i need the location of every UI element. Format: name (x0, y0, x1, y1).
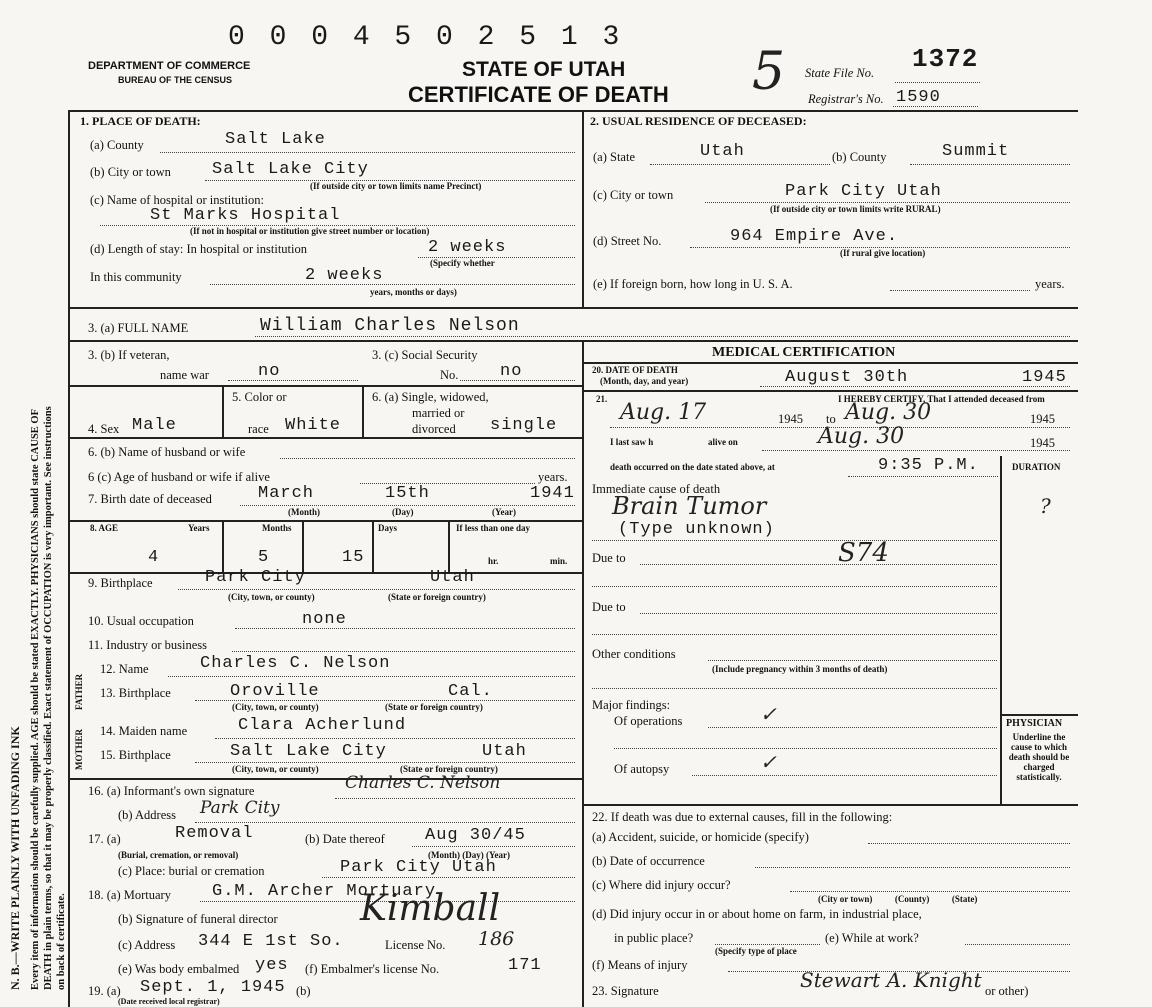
mother-bp-note-2: (State or foreign country) (400, 764, 498, 774)
mortuary-address-label: (c) Address (118, 938, 176, 952)
res-state-label: (a) State (593, 150, 635, 164)
hospital-value: St Marks Hospital (150, 206, 341, 225)
county-label: (a) County (90, 138, 144, 152)
operations-label: Of operations (614, 714, 683, 728)
res-city-note: (If outside city or town limits write RURAL) (770, 204, 941, 214)
ss-label-2: No. (440, 368, 459, 382)
external-f: (f) Means of injury (592, 958, 688, 972)
ss-label: 3. (c) Social Security (372, 348, 478, 362)
birthplace-label: 9. Birthplace (88, 576, 153, 590)
director-label: (b) Signature of funeral director (118, 912, 278, 926)
due-to-2-label: Due to (592, 600, 626, 614)
external-a: (a) Accident, suicide, or homicide (specify) (592, 830, 809, 844)
mother-tag: MOTHER (74, 728, 84, 770)
embalmed-label: (e) Was body embalmed (118, 962, 240, 976)
embalmer-label: (f) Embalmer's license No. (305, 962, 440, 976)
age-months: 5 (258, 548, 270, 567)
burial-place-label: (c) Place: burial or cremation (118, 864, 265, 878)
occurred-label: death occurred on the date stated above, at (610, 462, 775, 472)
father-birthplace-state: Cal. (448, 682, 493, 701)
instructions-line-1: Every item of information should be carefully supplied. AGE should be stated EXACTLY. PHYSICIANS should state CAUSE OF (30, 409, 41, 990)
external-d2-note: (Specify type of place (715, 946, 797, 956)
industry-label: 11. Industry or business (88, 638, 207, 652)
city-label: (b) City or town (90, 165, 171, 179)
father-birthplace-city: Oroville (230, 682, 320, 701)
license-number: 186 (478, 928, 515, 950)
hospital-label: (c) Name of hospital or institution: (90, 193, 264, 207)
city-value: Salt Lake City (212, 160, 369, 179)
last-saw-label-2: alive on (708, 437, 738, 447)
father-name-label: 12. Name (100, 662, 149, 676)
filed-b-label: (b) (296, 984, 311, 998)
mother-birthplace-city: Salt Lake City (230, 742, 387, 761)
city-note: (If outside city or town limits name Precinct) (310, 181, 482, 191)
marital-label-1: 6. (a) Single, widowed, (372, 390, 489, 404)
embalmed-value: yes (255, 956, 289, 975)
res-street-value: 964 Empire Ave. (730, 227, 899, 246)
res-county-value: Summit (942, 142, 1010, 161)
mortuary-label: 18. (a) Mortuary (88, 888, 171, 902)
to-label: to (826, 412, 836, 426)
birth-month-note: (Month) (288, 507, 320, 517)
state-title: STATE OF UTAH (462, 58, 626, 81)
residence-title: 2. USUAL RESIDENCE OF DECEASED: (590, 114, 807, 128)
serial-number: 0 0 0 4 5 0 2 5 1 3 (228, 22, 624, 53)
signature-end: or other) (985, 984, 1029, 998)
major-findings-label: Major findings: (592, 698, 671, 712)
state-file-label: State File No. (805, 66, 875, 80)
informant-label: 16. (a) Informant's own signature (88, 784, 255, 798)
registrar-number: 1590 (896, 88, 941, 107)
birthplace-state: Utah (430, 568, 475, 587)
burial-label: 17. (a) (88, 832, 121, 846)
hr-label: hr. (488, 556, 499, 566)
mortuary-name: G.M. Archer Mortuary (212, 882, 437, 901)
spouse-age-label: 6 (c) Age of husband or wife if alive (88, 470, 270, 484)
community-note: years, months or days) (370, 287, 457, 297)
external-d: (d) Did injury occur in or about home on farm, in industrial place, (592, 907, 922, 921)
state-file-number: 1372 (912, 44, 979, 74)
less-than-day-label: If less than one day (456, 523, 531, 533)
filed-label: 19. (a) (88, 984, 121, 998)
occupation-value: none (302, 610, 347, 629)
marital-label-3: divorced (412, 422, 456, 436)
birth-month: March (258, 484, 315, 503)
department: DEPARTMENT OF COMMERCE (88, 60, 251, 72)
place-title: 1. PLACE OF DEATH: (80, 114, 201, 128)
due-to-1-mark: S74 (838, 538, 889, 568)
certificate-title: CERTIFICATE OF DEATH (408, 82, 669, 107)
veteran-label-2: name war (160, 368, 209, 382)
father-birthplace-label: 13. Birthplace (100, 686, 171, 700)
res-foreign-end: years. (1035, 277, 1065, 291)
medical-title: MEDICAL CERTIFICATION (712, 345, 896, 360)
certify-text: I HEREBY CERTIFY, That I attended deceased from (838, 394, 1045, 404)
birthplace-city: Park City (205, 568, 306, 587)
duration-label: DURATION (1012, 462, 1061, 472)
autopsy-label: Of autopsy (614, 762, 670, 776)
filed-note: (Date received local registrar) (118, 997, 220, 1006)
res-county-label: (b) County (832, 150, 887, 164)
immediate-label: Immediate cause of death (592, 482, 721, 496)
burial-date-label: (b) Date thereof (305, 832, 385, 846)
res-state-value: Utah (700, 142, 745, 161)
informant-address-label: (b) Address (118, 808, 176, 822)
birth-day: 15th (385, 484, 430, 503)
autopsy-check: ✓ (760, 750, 777, 774)
days-label: Days (378, 523, 398, 533)
burial-value: Removal (175, 824, 254, 843)
license-label: License No. (385, 938, 446, 952)
duration-mark: ? (1040, 494, 1051, 518)
burial-date: Aug 30/45 (425, 826, 526, 845)
mother-birthplace-state: Utah (482, 742, 527, 761)
burial-note: (Burial, cremation, or removal) (118, 850, 239, 860)
external-title: 22. If death was due to external causes, fill in the following: (592, 810, 893, 824)
spouse-age-end: years. (538, 470, 568, 484)
mother-name-label: 14. Maiden name (100, 724, 188, 738)
age-years: 4 (148, 548, 160, 567)
filed-date: Sept. 1, 1945 (140, 978, 286, 997)
birthplace-note-1: (City, town, or county) (228, 592, 315, 602)
embalmer-number: 171 (508, 956, 542, 975)
min-label: min. (550, 556, 568, 566)
informant-address: Park City (200, 798, 280, 818)
operations-check: ✓ (760, 702, 777, 726)
informant-signature: Charles C. Nelson (345, 773, 501, 793)
county-value: Salt Lake (225, 130, 326, 149)
res-city-label: (c) City or town (593, 188, 674, 202)
instructions-line-3: on back of certificate. (56, 893, 67, 990)
death-time: 9:35 P.M. (878, 456, 979, 475)
occupation-label: 10. Usual occupation (88, 614, 194, 628)
birth-day-note: (Day) (392, 507, 414, 517)
other-conditions-label: Other conditions (592, 647, 676, 661)
veteran-label: 3. (b) If veteran, (88, 348, 170, 362)
dod-year: 1945 (1022, 368, 1067, 387)
attend-to: Aug. 30 (845, 400, 932, 425)
last-saw-label: I last saw h (610, 437, 654, 447)
last-saw-year: 1945 (1030, 436, 1055, 450)
res-foreign-label: (e) If foreign born, how long in U. S. A. (593, 277, 793, 291)
res-city-value: Park City Utah (785, 182, 942, 201)
race-label: race (248, 422, 269, 436)
birth-year-note: (Year) (492, 507, 516, 517)
director-signature: Kimball (360, 888, 501, 929)
external-e: (e) While at work? (825, 931, 919, 945)
due-to-1-label: Due to (592, 551, 626, 565)
age-label: 8. AGE (90, 523, 119, 533)
registrar-label: Registrar's No. (808, 92, 884, 106)
last-saw: Aug. 30 (818, 424, 905, 449)
birthplace-note-2: (State or foreign country) (388, 592, 486, 602)
external-c-note: (City or town) (County) (State) (818, 894, 978, 904)
dod-value: August 30th (785, 368, 909, 387)
external-d2: in public place? (614, 931, 694, 945)
mother-birthplace-label: 15. Birthplace (100, 748, 171, 762)
race-value: White (285, 416, 342, 435)
father-bp-note-1: (City, town, or county) (232, 702, 319, 712)
attend-to-year: 1945 (1030, 412, 1055, 426)
instructions-line-4: N. B.—WRITE PLAINLY WITH UNFADING INK (8, 726, 22, 990)
stay-note: (Specify whether (430, 258, 495, 268)
sex-value: Male (132, 416, 177, 435)
physician-signature: Stewart A. Knight (800, 968, 982, 992)
age-days: 15 (342, 548, 365, 567)
birth-date-label: 7. Birth date of deceased (88, 492, 212, 506)
attend-from-year: 1945 (778, 412, 803, 426)
bureau: BUREAU OF THE CENSUS (118, 75, 233, 85)
res-street-label: (d) Street No. (593, 234, 662, 248)
mother-bp-note-1: (City, town, or county) (232, 764, 319, 774)
full-name-value: William Charles Nelson (260, 316, 520, 336)
big-mark: 5 (752, 42, 786, 102)
years-label: Years (188, 523, 210, 533)
community-label: In this community (90, 270, 182, 284)
mortuary-address: 344 E 1st So. (198, 932, 344, 951)
full-name-label: 3. (a) FULL NAME (88, 321, 189, 335)
sex-label: 4. Sex (88, 422, 120, 436)
community-value: 2 weeks (305, 266, 384, 285)
external-c: (c) Where did injury occur? (592, 878, 731, 892)
ss-value: no (500, 362, 523, 381)
spouse-name-label: 6. (b) Name of husband or wife (88, 445, 246, 459)
instructions-line-2: DEATH in plain terms, so that it may be properly classified. Exact statement of OCCUPATION is very important. See instructions (43, 406, 54, 990)
stay-value: 2 weeks (428, 238, 507, 257)
marital-label-2: married or (412, 406, 465, 420)
stay-label: (d) Length of stay: In hospital or institution (90, 242, 307, 256)
res-street-note: (If rural give location) (840, 248, 926, 258)
hospital-note: (If not in hospital or institution give street number or location) (190, 226, 430, 236)
signature-label: 23. Signature (592, 984, 659, 998)
months-label: Months (262, 523, 292, 533)
dod-label: 20. DATE OF DEATH (592, 365, 678, 375)
external-b: (b) Date of occurrence (592, 854, 705, 868)
color-label: 5. Color or (232, 390, 287, 404)
father-name: Charles C. Nelson (200, 654, 391, 673)
veteran-value: no (258, 362, 281, 381)
father-tag: FATHER (74, 673, 84, 710)
marital-value: single (490, 416, 558, 435)
father-bp-note-2: (State or foreign country) (385, 702, 483, 712)
attend-from: Aug. 17 (620, 400, 707, 425)
certify-number: 21. (596, 394, 608, 404)
cause-value: Brain Tumor (612, 492, 767, 520)
other-note: (Include pregnancy within 3 months of death) (712, 664, 888, 674)
mother-name: Clara Acherlund (238, 716, 407, 735)
physician-head: PHYSICIAN (1006, 718, 1063, 729)
physician-note: Underline the cause to which death should be charged statistically. (1008, 732, 1070, 782)
birth-year: 1941 (530, 484, 575, 503)
burial-place: Park City Utah (340, 858, 497, 877)
burial-date-note: (Month) (Day) (Year) (428, 850, 510, 860)
cause-type: (Type unknown) (618, 520, 775, 539)
dod-note: (Month, day, and year) (600, 376, 689, 386)
